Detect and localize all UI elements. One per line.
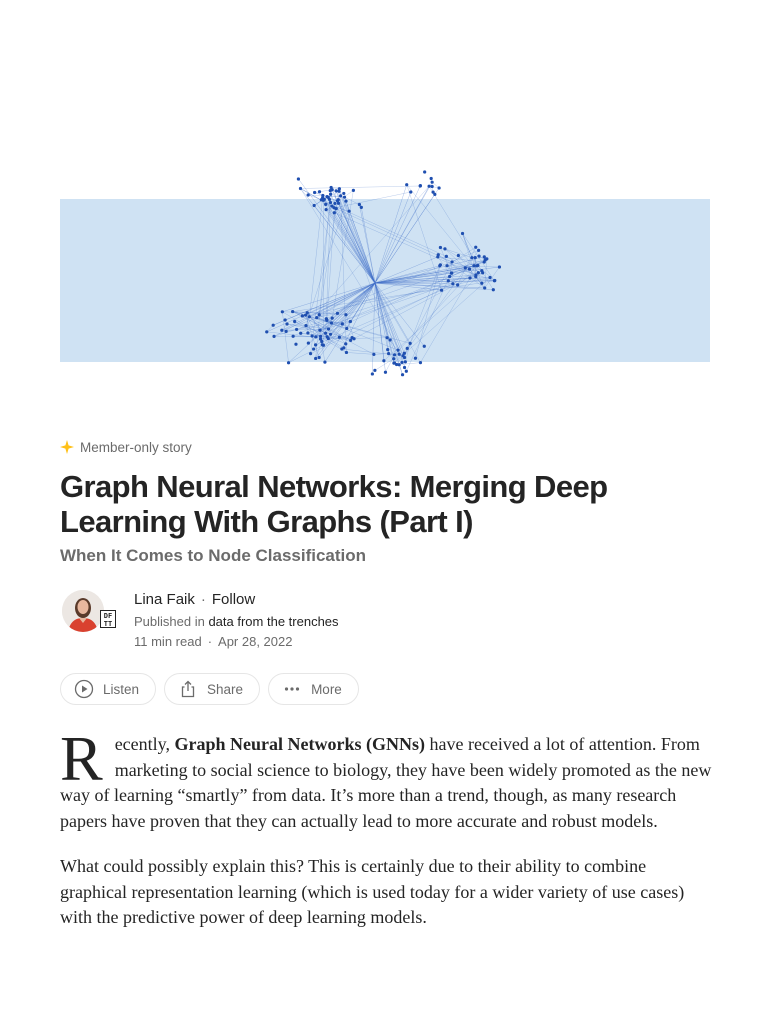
graph-node — [403, 366, 406, 369]
graph-node — [326, 195, 329, 198]
graph-node — [284, 318, 287, 321]
graph-node — [409, 190, 412, 193]
graph-node — [450, 271, 453, 274]
graph-node — [400, 361, 403, 364]
author-avatar[interactable] — [62, 590, 104, 632]
graph-node — [329, 193, 332, 196]
graph-node — [430, 177, 433, 180]
graph-node — [382, 359, 385, 362]
graph-node — [371, 372, 374, 375]
graph-node — [360, 206, 363, 209]
graph-node — [280, 329, 283, 332]
graph-node — [297, 177, 300, 180]
paragraph-1 — [60, 723, 712, 834]
graph-node — [323, 361, 326, 364]
graph-node — [331, 317, 334, 320]
graph-node — [423, 170, 426, 173]
graph-node — [285, 330, 288, 333]
graph-node — [313, 204, 316, 207]
graph-node — [474, 275, 477, 278]
paragraph-2: What could possibly explain this? This is certainly due to their ability to combine graphical representation learning (which is used today for a wider variety of use cases) with the predictive power of deep learning models. — [60, 856, 685, 927]
graph-node — [373, 369, 376, 372]
graph-node — [436, 255, 439, 258]
graph-node — [321, 194, 324, 197]
graph-node — [314, 357, 317, 360]
graph-node — [318, 356, 321, 359]
graph-node — [358, 203, 361, 206]
graph-node — [419, 361, 422, 364]
graph-node — [461, 232, 464, 235]
graph-node — [431, 185, 434, 188]
graph-node — [285, 322, 288, 325]
graph-node — [488, 276, 491, 279]
share-label: Share — [207, 681, 244, 697]
graph-node — [324, 332, 327, 335]
graph-node — [492, 288, 495, 291]
graph-node — [295, 328, 298, 331]
graph-node — [440, 289, 443, 292]
publish-date: Apr 28, 2022 — [218, 634, 293, 649]
graph-node — [448, 275, 451, 278]
more-label: More — [311, 681, 342, 697]
graph-node — [330, 205, 333, 208]
graph-node — [483, 286, 486, 289]
graph-node — [281, 310, 284, 313]
graph-node — [333, 211, 336, 214]
graph-node — [483, 260, 486, 263]
graph-node — [299, 187, 302, 190]
graph-node — [324, 203, 327, 206]
graph-node — [265, 330, 268, 333]
graph-node — [387, 352, 390, 355]
graph-node — [403, 352, 406, 355]
graph-node — [439, 263, 442, 266]
graph-node — [329, 333, 332, 336]
graph-node — [344, 342, 347, 345]
graph-node — [352, 189, 355, 192]
graph-node — [349, 339, 352, 342]
graph-node — [456, 283, 459, 286]
graph-node — [345, 327, 348, 330]
graph-node — [445, 255, 448, 258]
graph-edge — [300, 186, 420, 188]
graph-node — [272, 335, 275, 338]
graph-node — [457, 254, 460, 257]
graph-node — [325, 317, 328, 320]
graph-node — [343, 196, 346, 199]
graph-node — [294, 343, 297, 346]
graph-node — [470, 256, 473, 259]
graph-node — [345, 351, 348, 354]
graph-node — [445, 264, 448, 267]
graph-node — [342, 192, 345, 195]
graph-node — [414, 357, 417, 360]
separator-dot: · — [207, 634, 213, 649]
play-circle-icon — [74, 679, 94, 699]
graph-node — [335, 189, 338, 192]
graph-node — [344, 199, 347, 202]
graph-node — [327, 337, 330, 340]
graph-node — [474, 256, 477, 259]
graph-node — [287, 361, 290, 364]
graph-node — [272, 324, 275, 327]
graph-node — [338, 336, 341, 339]
share-icon — [178, 679, 198, 699]
listen-button[interactable] — [60, 673, 156, 705]
graph-node — [293, 320, 296, 323]
graph-node — [464, 266, 467, 269]
author-portrait-icon — [62, 590, 104, 632]
graph-node — [427, 185, 430, 188]
article-subtitle: When It Comes to Node Classification — [60, 546, 367, 565]
listen-label: Listen — [103, 681, 140, 697]
graph-node — [405, 183, 408, 186]
graph-node — [307, 341, 310, 344]
graph-node — [331, 188, 334, 191]
graph-node — [341, 322, 344, 325]
graph-node — [447, 279, 450, 282]
graph-node — [337, 198, 340, 201]
graph-node — [348, 210, 351, 213]
graph-node — [309, 352, 312, 355]
member-only-label: Member-only story — [80, 439, 192, 455]
graph-node — [498, 265, 501, 268]
graph-node — [476, 264, 479, 267]
graph-node — [349, 320, 352, 323]
graph-node — [396, 349, 399, 352]
graph-node — [306, 311, 309, 314]
more-button[interactable] — [268, 673, 359, 705]
graph-node — [318, 190, 321, 193]
graph-node — [480, 282, 483, 285]
paragraph-1-rest: have received a lot of attention. From marketing to social science to biology, they have been widely promoted as the new way of learning “smartly” from data. It’s more than a trend, though, as many research papers have proven that they can actually lead to more accurate and robust models. — [60, 734, 712, 831]
graph-node — [336, 312, 339, 315]
graph-node — [320, 198, 323, 201]
graph-node — [423, 345, 426, 348]
graph-node — [431, 191, 434, 194]
article-body — [60, 723, 712, 951]
graph-node — [291, 310, 294, 313]
graph-network-illustration — [60, 158, 710, 398]
hero-image — [60, 158, 710, 398]
graph-node — [431, 181, 434, 184]
article-actions-bar — [60, 673, 359, 705]
graph-node — [307, 193, 310, 196]
graph-node — [439, 246, 442, 249]
graph-node — [404, 360, 407, 363]
more-dots-icon — [282, 679, 302, 699]
graph-node — [323, 198, 326, 201]
graph-node — [304, 324, 307, 327]
graph-node — [392, 357, 395, 360]
read-time: 11 min read — [134, 634, 202, 649]
graph-node — [443, 247, 446, 250]
graph-node — [325, 208, 328, 211]
author-byline — [60, 588, 710, 658]
graph-node — [330, 321, 333, 324]
graph-node — [318, 329, 321, 332]
graph-node — [319, 335, 322, 338]
graph-node — [292, 335, 295, 338]
share-button[interactable] — [164, 673, 260, 705]
graph-node — [419, 184, 422, 187]
graph-node — [386, 348, 389, 351]
graph-node — [398, 353, 401, 356]
separator-dot: · — [200, 591, 206, 608]
graph-node — [344, 313, 347, 316]
graph-node — [401, 373, 404, 376]
graph-node — [319, 337, 322, 340]
graph-node — [389, 338, 392, 341]
graph-node — [306, 331, 309, 334]
graph-node — [450, 260, 453, 263]
graph-node — [329, 201, 332, 204]
graph-node — [372, 353, 375, 356]
graph-node — [384, 371, 387, 374]
graph-node — [308, 315, 311, 318]
sparkle-star-icon — [60, 440, 74, 454]
paragraph-1-start: ecently, — [114, 734, 175, 754]
graph-node — [327, 327, 330, 330]
graph-node — [312, 347, 315, 350]
publication-link[interactable]: data from the trenches — [208, 614, 339, 629]
graph-node — [301, 314, 304, 317]
graph-node — [314, 335, 317, 338]
graph-node — [321, 343, 324, 346]
graph-node — [477, 255, 480, 258]
graph-node — [393, 361, 396, 364]
graph-node — [338, 187, 341, 190]
graph-node — [315, 316, 318, 319]
graph-node — [474, 246, 477, 249]
graph-node — [314, 343, 317, 346]
graph-node — [313, 191, 316, 194]
graph-node — [493, 279, 496, 282]
graph-node — [468, 276, 471, 279]
article-title: Graph Neural Networks: Merging Deep Learning With Graphs (Part I) — [60, 469, 608, 539]
gnn-bold-term: Graph Neural Networks (GNNs) — [174, 734, 425, 754]
graph-node — [339, 194, 342, 197]
graph-node — [318, 313, 321, 316]
graph-node — [451, 282, 454, 285]
graph-node — [393, 353, 396, 356]
graph-node — [328, 198, 331, 201]
graph-node — [342, 346, 345, 349]
graph-node — [483, 255, 486, 258]
graph-node — [477, 271, 480, 274]
graph-node — [437, 186, 440, 189]
graph-node — [311, 334, 314, 337]
publication-logo[interactable]: DF TT — [100, 610, 116, 628]
graph-node — [398, 363, 401, 366]
graph-node — [481, 271, 484, 274]
published-in-label: Published in — [134, 614, 205, 629]
graph-node — [477, 249, 480, 252]
graph-node — [472, 264, 475, 267]
drop-cap: R — [60, 723, 103, 794]
follow-link[interactable]: Follow — [211, 591, 256, 608]
author-name[interactable]: Lina Faik — [134, 591, 195, 608]
graph-node — [405, 370, 408, 373]
graph-node — [352, 337, 355, 340]
graph-node — [406, 347, 409, 350]
member-only-badge — [60, 438, 192, 456]
graph-node — [299, 332, 302, 335]
graph-node — [468, 267, 471, 270]
graph-node — [333, 202, 336, 205]
graph-node — [335, 207, 338, 210]
graph-node — [409, 342, 412, 345]
graph-node — [386, 336, 389, 339]
